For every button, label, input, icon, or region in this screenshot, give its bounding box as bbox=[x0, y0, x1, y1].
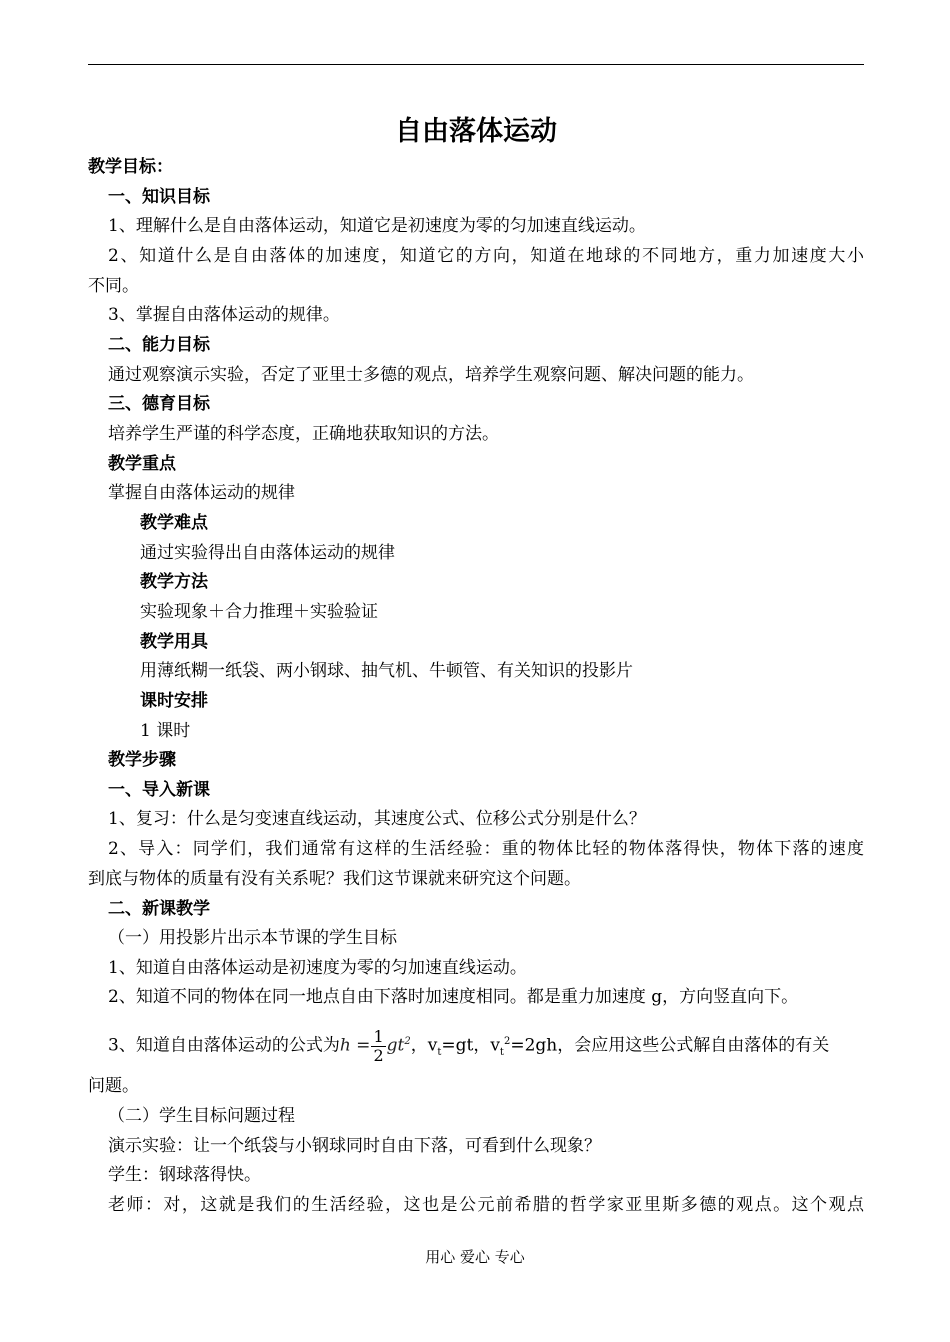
formula-text: =gt，v bbox=[441, 1035, 500, 1056]
heading-new-lesson: 二、新课教学 bbox=[108, 899, 210, 919]
formula-gt: gt bbox=[386, 1035, 405, 1056]
heading-moral-goals: 三、德育目标 bbox=[108, 394, 210, 414]
paragraph-line: 1、复习：什么是匀变速直线运动，其速度公式、位移公式分别是什么？ bbox=[108, 809, 646, 829]
subscript-t: t bbox=[499, 1047, 504, 1059]
paragraph-line: 2、知道不同的物体在同一地点自由下落时加速度相同。都是重力加速度 g，方向竖直向下。 bbox=[108, 987, 799, 1007]
fraction-numerator: 1 bbox=[373, 1026, 384, 1046]
paragraph-line: 1 课时 bbox=[140, 721, 191, 741]
heading-schedule: 课时安排 bbox=[140, 691, 208, 711]
heading-steps: 教学步骤 bbox=[108, 750, 176, 770]
heading-methods: 教学方法 bbox=[140, 572, 208, 592]
paragraph-line: 学生：钢球落得快。 bbox=[108, 1165, 261, 1185]
heading-intro: 一、导入新课 bbox=[108, 780, 210, 800]
formula-square: 2 bbox=[404, 1036, 411, 1047]
paragraph-line: 通过实验得出自由落体运动的规律 bbox=[140, 543, 395, 563]
paragraph-line: （二）学生目标问题过程 bbox=[108, 1106, 295, 1126]
paragraph-line: 培养学生严谨的科学态度，正确地获取知识的方法。 bbox=[108, 424, 499, 444]
formula-h: h = bbox=[339, 1035, 371, 1056]
paragraph-line: 到底与物体的质量有没有关系呢？我们这节课就来研究这个问题。 bbox=[88, 869, 581, 889]
header-rule bbox=[88, 64, 864, 65]
heading-key-points: 教学重点 bbox=[108, 454, 176, 474]
paragraph-line: （一）用投影片出示本节课的学生目标 bbox=[108, 928, 397, 948]
paragraph-line: 1、知道自由落体运动是初速度为零的匀加速直线运动。 bbox=[108, 958, 527, 978]
heading-knowledge-goals: 一、知识目标 bbox=[108, 187, 210, 207]
paragraph-line: 掌握自由落体运动的规律 bbox=[108, 483, 295, 503]
paragraph-line: 实验现象＋合力推理＋实验验证 bbox=[140, 602, 378, 622]
page-footer: 用心 爱心 专心 bbox=[425, 1248, 525, 1266]
paragraph-line: 不同。 bbox=[88, 276, 139, 296]
heading-tools: 教学用具 bbox=[140, 632, 208, 652]
heading-teaching-goals: 教学目标： bbox=[88, 157, 173, 177]
formula-line bbox=[108, 1022, 829, 1073]
paragraph-line: 2、知道什么是自由落体的加速度，知道它的方向，知道在地球的不同地方，重力加速度大小 bbox=[108, 246, 864, 266]
heading-ability-goals: 二、能力目标 bbox=[108, 335, 210, 355]
fraction-one-half bbox=[371, 1028, 385, 1065]
page-title: 自由落体运动 bbox=[395, 116, 557, 147]
paragraph-line: 通过观察演示实验，否定了亚里士多德的观点，培养学生观察问题、解决问题的能力。 bbox=[108, 365, 754, 385]
heading-difficulties: 教学难点 bbox=[140, 513, 208, 533]
paragraph-line: 老师：对，这就是我们的生活经验，这也是公元前希腊的哲学家亚里斯多德的观点。这个观点 bbox=[108, 1195, 864, 1215]
paragraph-line: 用薄纸糊一纸袋、两小钢球、抽气机、牛顿管、有关知识的投影片 bbox=[140, 661, 633, 681]
formula-text: =2gh，会应用这些公式解自由落体的有关 bbox=[510, 1035, 830, 1056]
formula-prefix: 3、知道自由落体运动的公式为 bbox=[108, 1035, 340, 1056]
paragraph-line: 1、理解什么是自由落体运动，知道它是初速度为零的匀加速直线运动。 bbox=[108, 216, 646, 236]
fraction-denominator: 2 bbox=[373, 1045, 384, 1065]
formula-text: ，v bbox=[410, 1035, 438, 1056]
paragraph-line: 问题。 bbox=[88, 1076, 139, 1096]
paragraph-line: 演示实验：让一个纸袋与小钢球同时自由下落，可看到什么现象？ bbox=[108, 1136, 601, 1156]
paragraph-line: 2、导入：同学们，我们通常有这样的生活经验：重的物体比轻的物体落得快，物体下落的速度 bbox=[108, 839, 864, 859]
subscript-t: t bbox=[437, 1047, 442, 1059]
superscript-2: 2 bbox=[503, 1036, 511, 1047]
paragraph-line: 3、掌握自由落体运动的规律。 bbox=[108, 305, 340, 325]
